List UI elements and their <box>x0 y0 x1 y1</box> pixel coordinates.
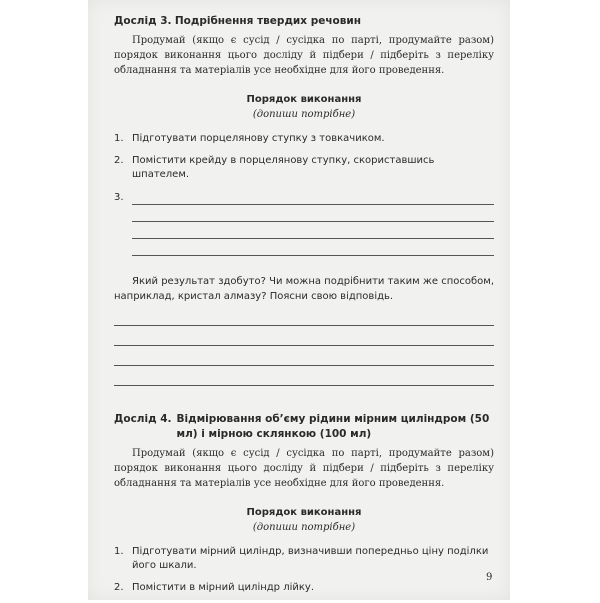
step-number: 1. <box>114 133 124 144</box>
step-3-fill-line-4[interactable] <box>132 239 494 256</box>
step-number: 3. <box>114 192 124 203</box>
step-text: Помістити крейду в порцелянову ступку, скориставшись шпателем. <box>132 155 435 180</box>
experiment-4-step-1 <box>114 545 494 573</box>
experiment-3-section <box>114 14 494 386</box>
experiment-4-order-note: (допиши потрібне) <box>252 522 356 533</box>
experiment-4-section <box>114 412 494 595</box>
answer-line-4[interactable] <box>114 366 494 386</box>
experiment-3-order-note: (допиши потрібне) <box>252 109 356 120</box>
experiment-4-label: Дослід 4. <box>114 413 172 425</box>
answer-line-3[interactable] <box>114 346 494 366</box>
step-3-fill-line[interactable] <box>132 190 494 205</box>
page-number: 9 <box>486 572 493 583</box>
step-3-fill-line-2[interactable] <box>132 205 494 222</box>
experiment-3-step-3[interactable] <box>114 190 494 205</box>
experiment-3-heading <box>114 14 494 29</box>
step-number: 2. <box>114 582 124 593</box>
step-text: Підготувати порцелянову ступку з товкачиком. <box>132 133 385 144</box>
answer-line-1[interactable] <box>114 306 494 326</box>
experiment-3-order-title: Порядок виконання <box>246 94 362 105</box>
experiment-3-step-1 <box>114 132 494 146</box>
experiment-4-title: Відмірювання об’єму рідини мірним циліндром (50 мл) і мірною склянкою (100 мл) <box>176 413 490 440</box>
step-text: Підготувати мірний циліндр, визначивши попередньо ціну поділки його шкали. <box>132 546 489 571</box>
experiment-4-order-title: Порядок виконання <box>246 507 362 518</box>
step-number: 1. <box>114 546 124 557</box>
page-content <box>114 14 494 603</box>
experiment-3-title: Подрібнення твердих речовин <box>174 15 362 27</box>
experiment-3-question: Який результат здобуто? Чи можна подрібнити таким же способом, наприклад, кристал алмазу? Поясни свою відповідь. <box>114 276 494 302</box>
step-3-fill-line-3[interactable] <box>132 222 494 239</box>
step-number: 2. <box>114 155 124 166</box>
experiment-4-step-2 <box>114 581 494 595</box>
experiment-3-step-2 <box>114 154 494 182</box>
step-text: Помістити в мірний циліндр лійку. <box>132 582 315 593</box>
experiment-3-intro: Продумай (якщо є сусід / сусідка по парті, продумайте разом) порядок виконання цього досліду й підбери / підберіть з переліку обладнання та матеріалів усе необхідне для його проведення. <box>114 35 494 76</box>
experiment-3-label: Дослід 3. <box>114 15 172 27</box>
experiment-4-heading <box>114 412 494 442</box>
experiment-4-intro: Продумай (якщо є сусід / сусідка по парті, продумайте разом) порядок виконання цього досліду й підбери / підберіть з переліку обладнання та матеріалів усе необхідне для його проведення. <box>114 448 494 489</box>
answer-line-2[interactable] <box>114 326 494 346</box>
